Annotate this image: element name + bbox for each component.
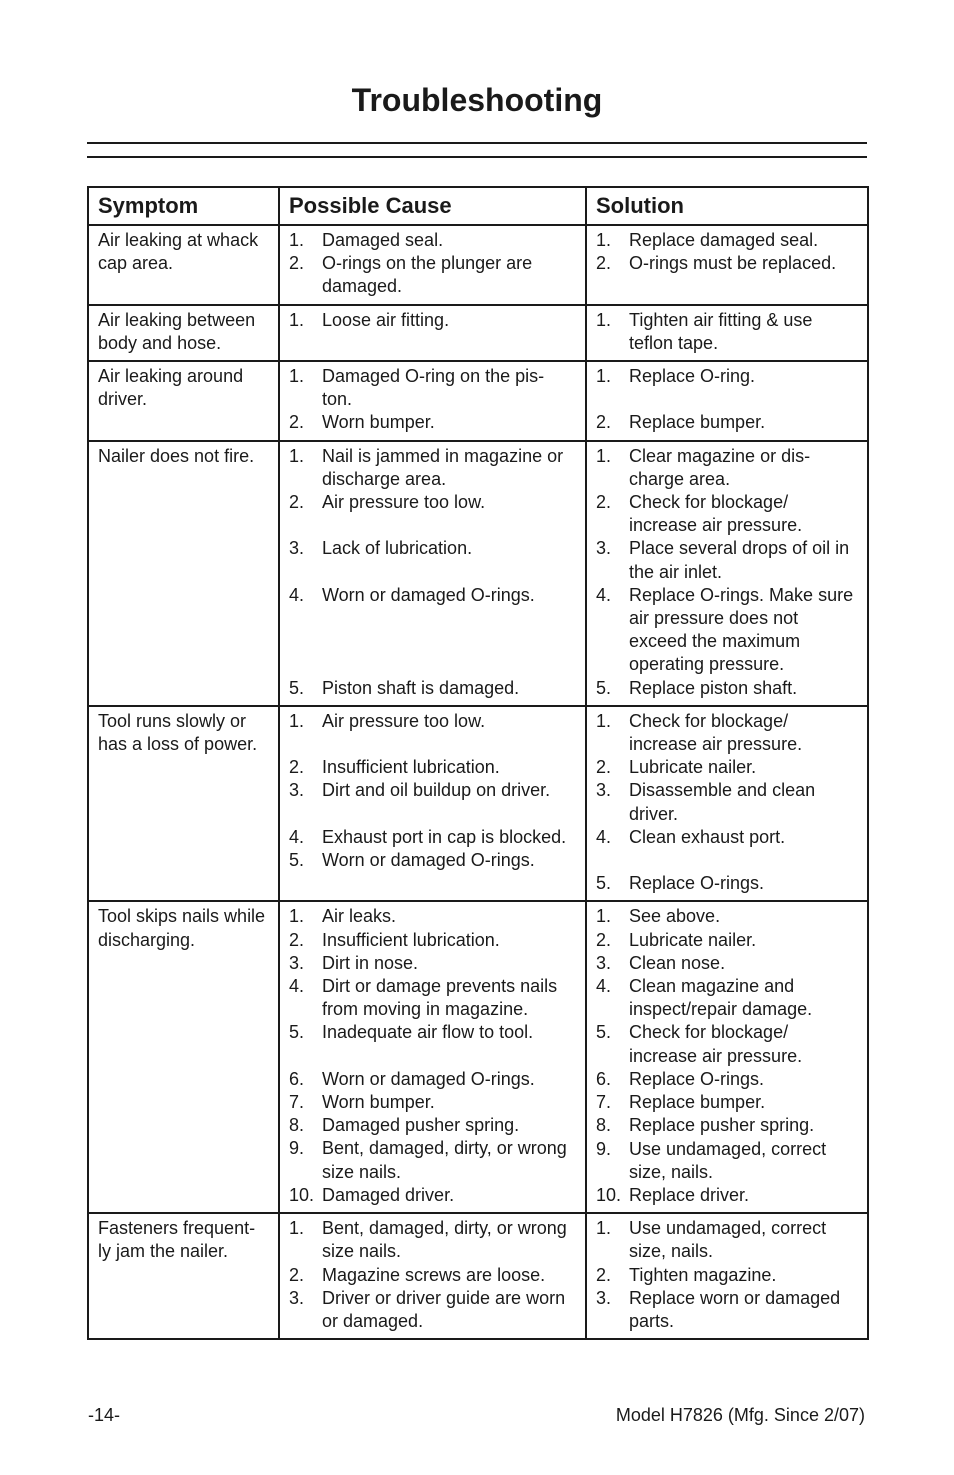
solution-item	[596, 1138, 858, 1184]
item-number: 4.	[289, 826, 305, 847]
cause-item	[289, 1287, 576, 1333]
item-text: Check for blockage/ increase air pressure.	[629, 710, 803, 755]
troubleshooting-table	[87, 186, 869, 1340]
item-number: 3.	[289, 952, 305, 973]
item-text: Replace O-rings.	[629, 873, 765, 894]
cause-item	[289, 1264, 576, 1287]
cause-item	[289, 905, 576, 928]
item-text: Replace bumper.	[629, 412, 766, 433]
item-number: 1.	[289, 710, 305, 731]
header-solution: Solution	[586, 187, 868, 225]
item-number: 3.	[596, 1287, 612, 1308]
item-number: 2.	[596, 492, 612, 513]
item-text: Lubricate nailer.	[629, 757, 757, 778]
page-title: Troubleshooting	[351, 82, 603, 118]
item-number: 1.	[596, 366, 612, 387]
item-text: Nail is jammed in magazine or discharge area.	[322, 445, 564, 489]
cause-item	[289, 756, 576, 779]
table-row	[88, 441, 868, 706]
symptom-cell: Air leaking around driver.	[88, 361, 279, 441]
cause-item	[289, 1137, 576, 1183]
item-number: 4.	[289, 584, 305, 605]
symptom-cell: Nailer does not fire.	[88, 441, 279, 706]
cause-item	[289, 1091, 576, 1114]
solution-item	[596, 1068, 858, 1091]
item-text: Replace driver.	[629, 1184, 750, 1205]
solution-item	[596, 872, 858, 895]
solution-item	[596, 952, 858, 975]
item-text: Lack of lubrication.	[322, 538, 473, 559]
solution-item	[596, 710, 858, 756]
item-number: 2.	[289, 492, 305, 513]
solution-cell	[586, 441, 868, 706]
cause-cell	[279, 901, 586, 1213]
item-number: 1.	[289, 230, 305, 250]
item-number: 1.	[596, 906, 612, 927]
item-number: 2.	[289, 253, 305, 274]
item-number: 8.	[289, 1115, 305, 1136]
item-text: Use undamaged, correct size, nails.	[629, 1218, 827, 1262]
item-number: 4.	[596, 976, 612, 997]
cause-item	[289, 229, 576, 252]
item-number: 9.	[596, 1138, 612, 1159]
item-text: Worn or damaged O-rings.	[322, 1068, 535, 1089]
solution-cell	[586, 706, 868, 902]
item-number: 7.	[596, 1092, 612, 1113]
item-text: See above.	[629, 906, 721, 927]
solution-item	[596, 1021, 858, 1067]
solution-item	[596, 1264, 858, 1287]
item-number: 1.	[596, 1218, 612, 1239]
cause-item	[289, 1184, 576, 1207]
item-text: Place several drops of oil in the air inlet.	[629, 538, 850, 582]
item-text: Worn bumper.	[322, 412, 435, 433]
item-number: 1.	[289, 906, 305, 927]
cause-cell	[279, 441, 586, 706]
item-number: 5.	[596, 677, 612, 698]
item-number: 1.	[289, 445, 305, 466]
item-text: Insufficient lubrication.	[322, 757, 500, 778]
item-text: Clean magazine and inspect/repair damage.	[629, 976, 813, 1020]
cause-item	[289, 952, 576, 975]
solution-item	[596, 309, 858, 355]
item-text: Disassemble and clean driver.	[629, 780, 816, 824]
solution-item	[596, 584, 858, 677]
item-number: 3.	[289, 1287, 305, 1308]
solution-item	[596, 826, 858, 872]
cause-cell	[279, 706, 586, 902]
cause-item	[289, 975, 576, 1021]
item-number: 2.	[289, 1264, 305, 1285]
item-number: 2.	[289, 929, 305, 950]
item-number: 2.	[596, 412, 612, 433]
item-text: Dirt or damage prevents nails from moving in magazine.	[322, 976, 558, 1020]
cause-item	[289, 365, 576, 411]
item-text: Replace piston shaft.	[629, 677, 798, 698]
item-number: 1.	[596, 445, 612, 466]
cause-cell	[279, 1213, 586, 1339]
cause-item	[289, 411, 576, 434]
item-text: Clean nose.	[629, 952, 726, 973]
cause-item	[289, 1114, 576, 1137]
item-text: Check for blockage/ increase air pressure.	[629, 1022, 803, 1066]
item-number: 4.	[596, 826, 612, 847]
item-number: 2.	[596, 1264, 612, 1285]
item-number: 5.	[289, 850, 305, 871]
item-number: 1.	[289, 1218, 305, 1239]
item-text: Loose air fitting.	[322, 309, 450, 330]
cause-item	[289, 1021, 576, 1067]
item-text: Check for blockage/ increase air pressure.	[629, 492, 803, 536]
item-text: Use undamaged, correct size, nails.	[629, 1138, 827, 1182]
cause-item	[289, 491, 576, 537]
item-number: 2.	[289, 757, 305, 778]
cause-item	[289, 1068, 576, 1091]
item-number: 8.	[596, 1115, 612, 1136]
solution-item	[596, 1091, 858, 1114]
item-text: Tighten magazine.	[629, 1264, 777, 1285]
item-number: 1.	[596, 230, 612, 250]
cause-item	[289, 445, 576, 491]
cause-item	[289, 1217, 576, 1263]
item-number: 3.	[596, 538, 612, 559]
item-text: Exhaust port in cap is blocked.	[322, 826, 567, 847]
item-text: Replace O-rings. Make sure air pressure does not exceed the maximum operating pressure.	[629, 584, 854, 675]
table-row	[88, 305, 868, 361]
solution-item	[596, 677, 858, 700]
item-text: Magazine screws are loose.	[322, 1264, 546, 1285]
table-body	[88, 225, 868, 1339]
item-text: Replace damaged seal.	[629, 230, 819, 250]
table-row	[88, 1213, 868, 1339]
item-text: Replace O-rings.	[629, 1068, 765, 1089]
solution-item	[596, 252, 858, 275]
solution-item	[596, 411, 858, 434]
item-number: 10.	[289, 1184, 315, 1205]
item-text: Worn or damaged O-rings.	[322, 850, 535, 871]
item-number: 3.	[289, 780, 305, 801]
item-number: 5.	[596, 1022, 612, 1043]
solution-cell	[586, 361, 868, 441]
solution-item	[596, 929, 858, 952]
item-text: Clean exhaust port.	[629, 826, 786, 847]
solution-item	[596, 229, 858, 252]
item-number: 3.	[596, 780, 612, 801]
item-text: Worn or damaged O-rings.	[322, 584, 535, 605]
symptom-cell: Air leaking between body and hose.	[88, 305, 279, 361]
solution-cell	[586, 225, 868, 305]
item-number: 4.	[289, 976, 305, 997]
solution-item	[596, 975, 858, 1021]
cause-item	[289, 252, 576, 298]
item-text: Air leaks.	[322, 906, 397, 927]
item-text: Driver or driver guide are worn or damaged.	[322, 1287, 566, 1331]
symptom-cell: Tool skips nails while discharging.	[88, 901, 279, 1213]
symptom-cell: Fasteners frequent- ly jam the nailer.	[88, 1213, 279, 1339]
item-number: 6.	[289, 1068, 305, 1089]
item-number: 10.	[596, 1184, 622, 1205]
item-number: 6.	[596, 1068, 612, 1089]
cause-cell	[279, 361, 586, 441]
item-number: 3.	[289, 538, 305, 559]
cause-item	[289, 826, 576, 849]
item-text: Air pressure too low.	[322, 710, 486, 731]
solution-item	[596, 779, 858, 825]
item-number: 2.	[596, 757, 612, 778]
item-text: Worn bumper.	[322, 1092, 435, 1113]
table-header-row	[88, 187, 868, 225]
cause-item	[289, 677, 576, 700]
item-text: Inadequate air flow to tool.	[322, 1022, 534, 1043]
item-number: 1.	[596, 309, 612, 330]
cause-item	[289, 849, 576, 872]
item-text: O-rings must be replaced.	[629, 253, 837, 274]
solution-item	[596, 365, 858, 411]
solution-cell	[586, 901, 868, 1213]
item-number: 2.	[289, 412, 305, 433]
solution-item	[596, 1287, 858, 1333]
item-number: 3.	[596, 952, 612, 973]
solution-item	[596, 445, 858, 491]
item-text: Dirt and oil buildup on driver.	[322, 780, 551, 801]
item-text: Damaged pusher spring.	[322, 1115, 520, 1136]
title-rule-bottom	[87, 156, 867, 158]
item-text: Lubricate nailer.	[629, 929, 757, 950]
item-text: Damaged seal.	[322, 230, 444, 250]
item-number: 4.	[596, 584, 612, 605]
solution-item	[596, 491, 858, 537]
header-symptom: Symptom	[88, 187, 279, 225]
item-text: O-rings on the plunger are damaged.	[322, 253, 533, 297]
table-row	[88, 901, 868, 1213]
item-text: Dirt in nose.	[322, 952, 419, 973]
item-text: Piston shaft is damaged.	[322, 677, 520, 698]
cause-cell	[279, 225, 586, 305]
item-number: 1.	[596, 710, 612, 731]
item-number: 1.	[289, 366, 305, 387]
item-number: 1.	[289, 309, 305, 330]
item-text: Insufficient lubrication.	[322, 929, 500, 950]
table-row	[88, 706, 868, 902]
item-text: Damaged O-ring on the pis- ton.	[322, 366, 545, 410]
item-number: 5.	[289, 677, 305, 698]
item-text: Replace O-ring.	[629, 366, 756, 387]
item-text: Damaged driver.	[322, 1184, 455, 1205]
cause-item	[289, 309, 576, 332]
table-row	[88, 225, 868, 305]
item-text: Tighten air fitting & use teflon tape.	[629, 309, 813, 353]
cause-cell	[279, 305, 586, 361]
cause-item	[289, 710, 576, 756]
solution-item	[596, 537, 858, 583]
item-text: Clear magazine or dis- charge area.	[629, 445, 811, 489]
page-number: -14-	[88, 1405, 121, 1425]
item-text: Replace worn or damaged parts.	[629, 1287, 841, 1331]
solution-item	[596, 1217, 858, 1263]
cause-item	[289, 584, 576, 677]
cause-item	[289, 929, 576, 952]
model-info: Model H7826 (Mfg. Since 2/07)	[615, 1405, 865, 1425]
solution-item	[596, 1184, 858, 1207]
solution-cell	[586, 305, 868, 361]
item-number: 2.	[596, 929, 612, 950]
cause-item	[289, 537, 576, 583]
solution-item	[596, 905, 858, 928]
item-number: 7.	[289, 1092, 305, 1113]
solution-cell	[586, 1213, 868, 1339]
solution-item	[596, 756, 858, 779]
cause-item	[289, 779, 576, 825]
header-possible-cause: Possible Cause	[279, 187, 586, 225]
item-text: Bent, damaged, dirty, or wrong size nails.	[322, 1138, 567, 1182]
item-number: 5.	[596, 873, 612, 894]
item-number: 9.	[289, 1138, 305, 1159]
table-row	[88, 361, 868, 441]
symptom-cell: Air leaking at whack cap area.	[88, 225, 279, 305]
symptom-cell: Tool runs slowly or has a loss of power.	[88, 706, 279, 902]
item-text: Replace pusher spring.	[629, 1115, 815, 1136]
item-text: Air pressure too low.	[322, 492, 486, 513]
item-text: Bent, damaged, dirty, or wrong size nails.	[322, 1218, 567, 1262]
item-number: 2.	[596, 253, 612, 274]
item-number: 5.	[289, 1022, 305, 1043]
item-text: Replace bumper.	[629, 1092, 766, 1113]
solution-item	[596, 1114, 858, 1137]
title-rule-top	[87, 142, 867, 144]
